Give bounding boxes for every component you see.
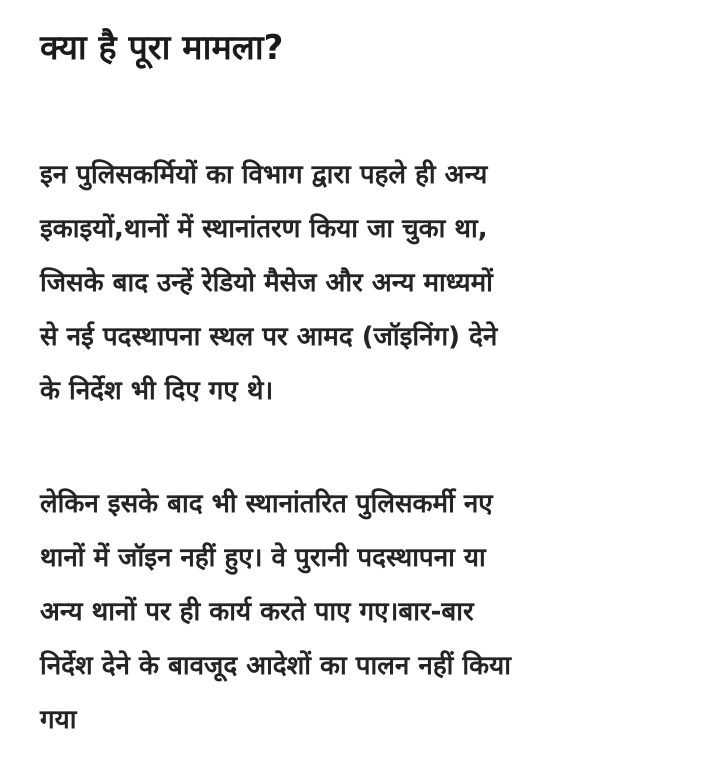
article xyxy=(40,18,690,747)
paragraph-1-line-2: इकाइयों,थानों में स्थानांतरण किया जा चुका था, xyxy=(40,214,488,244)
paragraph-2-line-2: थानों में जॉइन नहीं हुए। वे पुरानी पदस्थापना या xyxy=(40,543,486,573)
article-heading: क्या है पूरा मामला? xyxy=(40,28,284,68)
article-paragraph-2 xyxy=(40,477,690,747)
article-paragraph-1 xyxy=(40,148,690,418)
paragraph-2-line-4: निर्देश देने के बावजूद आदेशों का पालन नहीं किया xyxy=(40,651,511,681)
paragraph-1-line-1: इन पुलिसकर्मियों का विभाग द्वारा पहले ही अन्य xyxy=(40,160,488,190)
paragraph-1-line-3: जिसके बाद उन्हें रेडियो मैसेज और अन्य माध्यमों xyxy=(40,268,493,298)
paragraph-1-line-4: से नई पदस्थापना स्थल पर आमद (जॉइनिंग) देने xyxy=(40,322,498,352)
paragraph-2-line-1: लेकिन इसके बाद भी स्थानांतरित पुलिसकर्मी नए xyxy=(40,489,493,519)
paragraph-1-line-5: के निर्देश भी दिए गए थे। xyxy=(40,376,274,406)
paragraph-2-line-3: अन्य थानों पर ही कार्य करते पाए गए।बार-बार xyxy=(40,597,474,627)
paragraph-2-line-5: गया xyxy=(40,705,77,735)
